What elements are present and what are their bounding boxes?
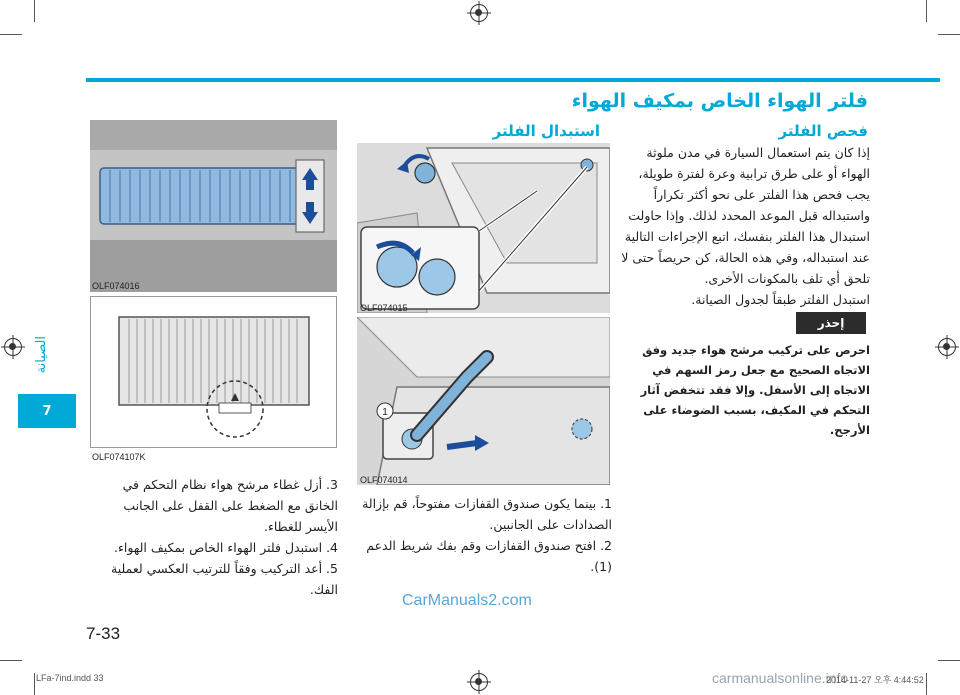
crop-mark	[926, 0, 927, 22]
registration-mark-icon	[470, 673, 488, 691]
registration-mark-icon	[470, 4, 488, 22]
glovebox-illustration	[357, 143, 610, 313]
header-rule	[86, 78, 940, 82]
footer-filename: LFa-7ind.indd 33	[36, 673, 104, 683]
image-code-4: OLF074014	[360, 475, 408, 485]
inspection-heading: فحص الفلتر	[778, 122, 868, 140]
page-number: 7-33	[86, 624, 121, 643]
chapter-tab: 7	[18, 394, 76, 428]
crop-mark	[34, 0, 35, 22]
filter-removal-illustration	[90, 120, 337, 292]
section-side-label: الصيانة	[34, 336, 49, 374]
crop-mark	[0, 34, 22, 35]
registration-mark-icon	[938, 338, 956, 356]
caution-tag: إحذر	[796, 312, 866, 334]
caution-text: احرص على تركيب مرشح هواء جديد وفق الاتجاه الصحيح مع جعل رمز السهم في الاتجاه إلى الأسفل. وإلا فقد تتخفض آثار التحكم في المكيف، بسبب الضوضاء على الأرجح.	[640, 343, 870, 437]
inspection-body-last: استبدل الفلتر طبقاً لجدول الصيانة.	[691, 292, 870, 307]
replacement-steps	[360, 493, 612, 577]
glovebox-stopper-image	[357, 317, 610, 485]
crop-mark	[34, 673, 35, 695]
image-code-1: OLF074016	[92, 281, 140, 291]
page-title: فلتر الهواء الخاص بمكيف الهواء	[571, 90, 868, 112]
footer-site: carmanualsonline.info	[712, 670, 849, 686]
replacement-step-2: 2. افتح صندوق القفازات وقم بفك شريط الدعم (1).	[366, 538, 612, 574]
footer-date: 2014-11-27 오후 4:44:52	[826, 675, 924, 685]
filter-element-image	[90, 296, 337, 448]
crop-mark	[938, 34, 960, 35]
image-code-2: OLF074107K	[92, 452, 146, 462]
filter-step-4: 4. استبدل فلتر الهواء الخاص بمكيف الهواء.	[114, 540, 338, 555]
inspection-body-text: إذا كان يتم استعمال السيارة في مدن ملوثة الهواء أو على طرق ترابية وعرة لفترة طويلة، يجب فحص هذا الفلتر على نحو أكثر تكراراً واستبداله قبل الموعد المحدد لذلك. وإذا حاولت استبدال هذا الفلتر بنفسك، اتبع الإجراءات التالية عند استبداله، وفي هذه الحالة، كن حريصاً حتى لا تلحق أي تلف بالمكونات الأخرى.	[621, 145, 870, 286]
crop-mark	[926, 673, 927, 695]
registration-mark-icon	[4, 338, 22, 356]
replacement-step-1: 1. بينما يكون صندوق القفازات مفتوحاً، قم بإزالة الصدادات على الجانبين.	[362, 496, 612, 532]
filter-step-3: 3. أزل غطاء مرشح هواء نظام التحكم في الخانق مع الضغط على القفل على الجانب الأيسر للغطاء.	[122, 477, 338, 534]
watermark-text: CarManuals2.com	[402, 592, 532, 609]
image-code-3: OLF074015	[360, 303, 408, 313]
filter-removal-image	[90, 120, 337, 292]
filter-element-illustration	[91, 297, 337, 448]
replacement-heading: استبدال الفلتر	[492, 122, 600, 140]
glovebox-damper-image	[357, 143, 610, 313]
callout-number: 1	[382, 407, 388, 418]
crop-mark	[938, 660, 960, 661]
filter-steps	[92, 474, 338, 600]
filter-step-5: 5. أعد التركيب وفقاً للترتيب العكسي لعملية الفك.	[111, 561, 338, 597]
crop-mark	[0, 660, 22, 661]
glovebox-stopper-illustration	[357, 317, 610, 485]
inspection-body	[616, 142, 870, 310]
